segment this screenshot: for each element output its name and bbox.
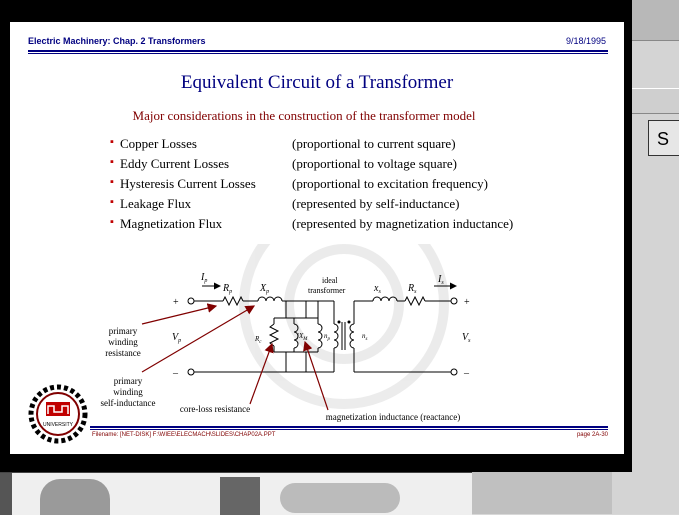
dot-secondary: [348, 321, 351, 324]
bullet-desc: (proportional to excitation frequency): [292, 176, 489, 191]
circuit-wires: [188, 286, 457, 375]
dot-primary: [338, 321, 341, 324]
background-toolbar: [632, 0, 679, 41]
bullet-icon: ▪: [110, 216, 114, 228]
bullet-item: [110, 216, 590, 236]
slide-date: 9/18/1995: [565, 36, 606, 46]
university-logo: [28, 384, 88, 444]
label-pws-1: primary: [113, 376, 143, 386]
bullet-list: [110, 136, 590, 236]
bullet-desc: (represented by magnetization inductance): [292, 216, 514, 231]
label-rc: $R_c$: [255, 335, 262, 345]
label-pwr-3: resistance: [105, 348, 141, 358]
background-photo: [0, 472, 472, 515]
bullet-icon: ▪: [110, 176, 114, 188]
slide: [10, 22, 624, 454]
label-ip: $I_p$: [201, 272, 208, 284]
label-pwr-1: primary: [108, 326, 138, 336]
label-xp: $X_p$: [260, 283, 270, 295]
page-number: page 2A-30: [576, 432, 608, 438]
label-np: $n_p$: [324, 332, 330, 342]
slide-footer: [92, 432, 608, 444]
bullet-name: Hysteresis Current Losses: [120, 176, 256, 191]
bullet-name: Leakage Flux: [120, 196, 192, 211]
course-title: Electric Machinery: Chap. 2 Transformers: [28, 36, 206, 46]
label-jxm: $jX_M$: [297, 332, 308, 342]
label-mag: magnetization inductance (reactance): [325, 412, 461, 422]
ideal-label: ideal: [322, 276, 338, 285]
label-ns: $n_s$: [362, 332, 368, 342]
label-is: $I_s$: [438, 274, 444, 286]
slide-title: Equivalent Circuit of a Transformer: [180, 72, 454, 93]
slide-subtitle: Major considerations in the construction of the transformer model: [132, 108, 476, 123]
bullet-item: [110, 136, 590, 156]
label-rp: $R_p$: [223, 283, 233, 295]
label-pws-3: self-inductance: [100, 398, 156, 408]
bullet-desc: (represented by self-inductance): [292, 196, 460, 211]
filename: Filename: [NET-DISK] F:\WIEE\ELECMACH\SLIDES\CHAP02A.PPT: [92, 432, 276, 438]
bullet-desc: (proportional to current square): [292, 136, 456, 151]
bullet-name: Magnetization Flux: [120, 216, 223, 231]
background-bar: [632, 88, 679, 114]
bullet-name: Copper Losses: [120, 136, 197, 151]
header-rule: [28, 50, 608, 52]
bullet-item: [110, 176, 590, 196]
plus-primary: +: [173, 297, 179, 308]
plus-secondary: +: [464, 297, 470, 308]
bullet-desc: (proportional to voltage square): [292, 156, 457, 171]
label-xs: $x_s$: [374, 283, 381, 295]
header-rule-thin: [28, 53, 608, 54]
background-tab[interactable]: S: [648, 120, 679, 156]
bullet-icon: ▪: [110, 156, 114, 168]
equivalent-circuit-diagram: [10, 244, 624, 430]
bullet-name: Eddy Current Losses: [120, 156, 230, 171]
label-vs: $V_s$: [462, 332, 471, 344]
footer-rule: [90, 426, 608, 428]
annotation-labels: [101, 326, 461, 422]
label-pwr-2: winding: [108, 337, 138, 347]
label-pws-2: winding: [113, 387, 143, 397]
label-core: core-loss resistance: [179, 404, 251, 414]
minus-secondary: –: [464, 368, 469, 379]
bullet-item: [110, 156, 590, 176]
footer-rule-thin: [90, 429, 608, 430]
bullet-icon: ▪: [110, 196, 114, 208]
slide-header: [28, 36, 606, 50]
bullet-item: [110, 196, 590, 216]
label-rs: $R_s$: [408, 283, 417, 295]
minus-primary: –: [173, 368, 178, 379]
bullet-icon: ▪: [110, 136, 114, 148]
label-vp: $V_p$: [172, 332, 182, 344]
transformer-label: transformer: [308, 286, 346, 295]
svg-text:UNIVERSITY: UNIVERSITY: [42, 422, 74, 428]
